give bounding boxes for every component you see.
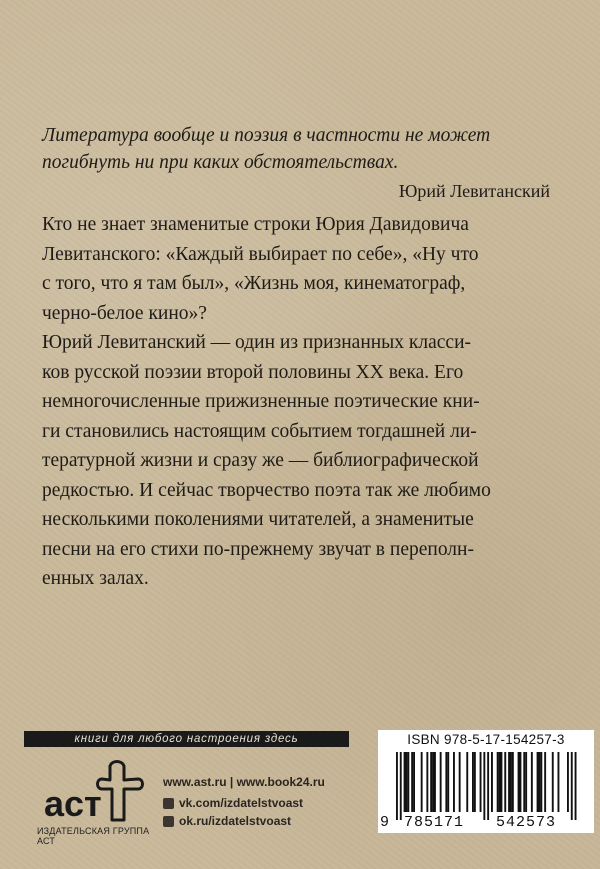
barcode-bar: [453, 752, 455, 812]
barcode-digits-left: 785171: [404, 814, 465, 831]
paragraph-1: [42, 210, 564, 328]
barcode-bar: [400, 752, 402, 820]
text-line: немногочисленные прижизненные поэтические кни-: [42, 391, 480, 412]
logo-text: аст: [44, 783, 102, 824]
logo-figure: [98, 762, 143, 821]
barcode-bar: [447, 752, 449, 812]
barcode-bar: [558, 752, 560, 812]
ast-logo: [40, 758, 148, 832]
text-line: с того, что я там был», «Жизнь моя, кинематограф,: [42, 273, 466, 294]
text-line: Кто не знает знаменитые строки Юрия Давидовича: [42, 214, 469, 235]
barcode-bar: [523, 752, 525, 812]
text-line: Юрий Левитанский — один из признанных класси-: [42, 332, 472, 353]
barcode-bar: [480, 752, 482, 812]
text-line: несколькими поколениями читателей, а знаменитые: [42, 509, 474, 530]
ok-icon: [163, 816, 174, 827]
barcode-bar: [434, 752, 436, 812]
barcode-bar: [483, 752, 485, 820]
text-line: песни на его стихи по-прежнему звучат в переполн-: [42, 538, 474, 560]
barcode-bar: [430, 752, 432, 812]
barcode-digits-right: 542573: [496, 814, 557, 831]
ok-line: [163, 812, 325, 830]
isbn-barcode: [378, 730, 594, 833]
websites-text[interactable]: www.ast.ru | www.book24.ru: [163, 775, 325, 789]
barcode-bar: [531, 752, 533, 812]
barcode-bar: [537, 752, 539, 812]
barcode-bar: [512, 752, 514, 812]
publisher-name: ИЗДАТЕЛЬСКАЯ ГРУППА АСТ: [37, 826, 150, 846]
contact-links: [163, 770, 325, 830]
barcode-bar: [487, 752, 489, 820]
epigraph-author: Юрий Левитанский: [398, 181, 550, 201]
vk-link[interactable]: vk.com/izdatelstvoast: [179, 796, 304, 810]
barcode-bar: [491, 752, 493, 812]
isbn-label: ISBN 978-5-17-154257-3: [407, 732, 565, 747]
barcode-bar: [497, 752, 499, 812]
barcode-bar: [520, 752, 522, 812]
paragraph-2: [42, 328, 564, 594]
barcode-bar: [404, 752, 406, 812]
epigraph: [42, 122, 562, 205]
tagline-banner: книги для любого настроения здесь: [24, 731, 349, 747]
barcode-bar: [426, 752, 428, 812]
annotation-text: [42, 210, 564, 594]
epigraph-line: погибнуть ни при каких обстоятельствах.: [42, 152, 399, 173]
barcode-bar: [440, 752, 442, 812]
barcode-bar: [466, 752, 468, 812]
barcode-digit-first: 9: [380, 814, 391, 831]
barcode-bar: [539, 752, 541, 812]
barcode-bar: [510, 752, 512, 812]
text-line: Левитанского: «Каждый выбирает по себе», «Ну что: [42, 243, 479, 265]
barcode-bar: [540, 752, 542, 812]
barcode-bar: [575, 752, 577, 820]
barcode-bar: [474, 752, 476, 812]
websites-line: [163, 770, 325, 794]
barcode-bar: [567, 752, 569, 812]
barcode-bar: [504, 752, 506, 812]
text-line: енных залах.: [42, 568, 149, 589]
barcode-bar: [525, 752, 527, 812]
ok-link[interactable]: ok.ru/izdatelstvoast: [179, 814, 292, 828]
barcode-bar: [396, 752, 398, 820]
barcode-bar: [552, 752, 554, 812]
barcode-bar: [571, 752, 573, 820]
barcode-bar: [413, 752, 415, 812]
barcode-bar: [421, 752, 423, 812]
text-line: ги становились настоящим событием тогдашней ли-: [42, 420, 477, 442]
barcode-bar: [432, 752, 434, 812]
barcode-bar: [407, 752, 409, 812]
text-line: черно-белое кино»?: [42, 302, 207, 324]
barcode-bar: [508, 752, 510, 812]
barcode-bar: [544, 752, 546, 812]
epigraph-line: Литература вообще и поэзия в частности не может: [42, 125, 491, 146]
barcode-bar: [406, 752, 408, 812]
vk-icon: [163, 798, 174, 809]
barcode-bar: [445, 752, 447, 812]
barcode-bar: [411, 752, 413, 812]
text-line: тературной жизни и сразу же — библиографической: [42, 450, 479, 471]
text-line: ков русской поэзии второй половины XX века. Его: [42, 361, 464, 383]
text-line: редкостью. И сейчас творчество поэта так же любимо: [42, 479, 491, 501]
barcode-bar: [472, 752, 474, 812]
vk-line: [163, 794, 325, 812]
barcode-bar: [459, 752, 461, 812]
barcode-bar: [499, 752, 501, 812]
barcode-bar: [518, 752, 520, 812]
barcode-bar: [501, 752, 503, 812]
